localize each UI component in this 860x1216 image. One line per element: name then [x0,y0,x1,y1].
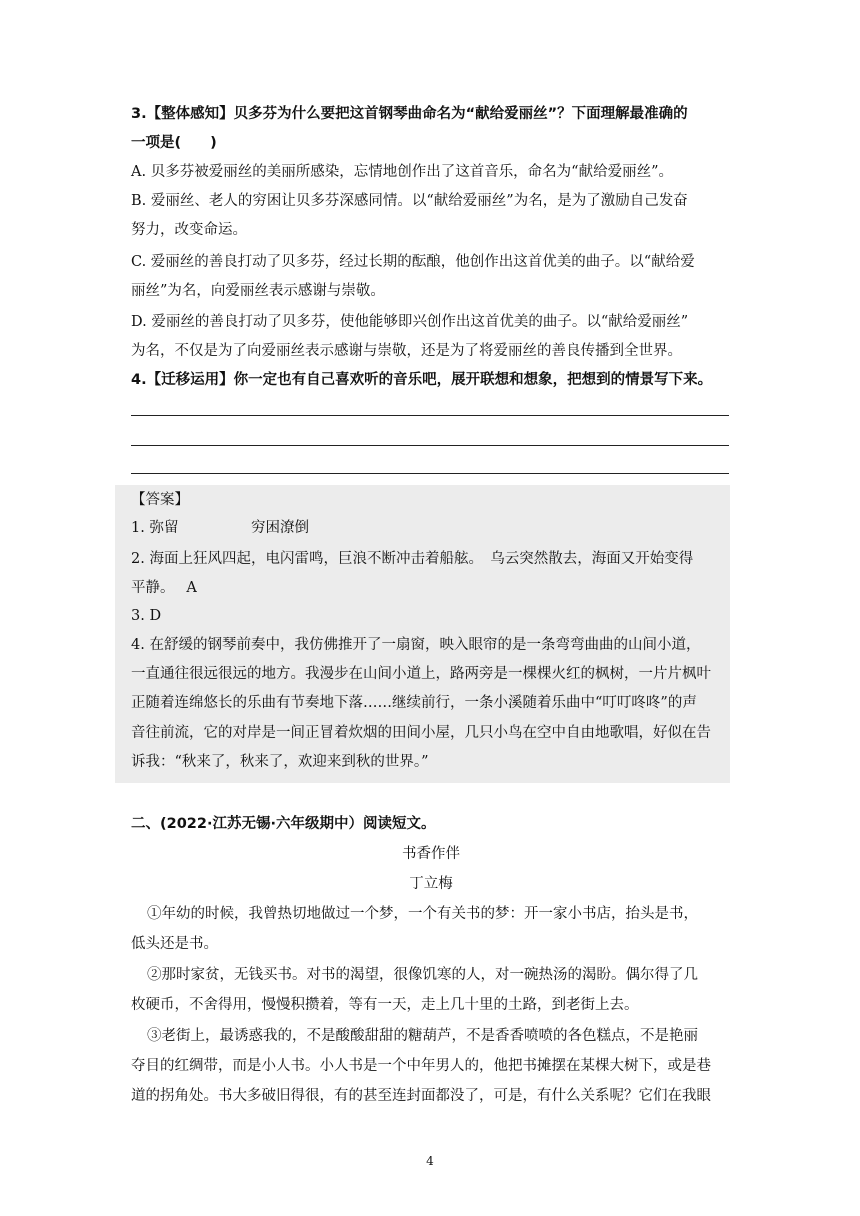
answer-4-cont: 音往前流，它的对岸是一间正冒着炊烟的田间小屋，几只小鸟在空中自由地歌唱，好似在告 [131,725,711,741]
answer-title: 【答案】 [131,492,189,508]
option-c: C. 爱丽丝的善良打动了贝多芬，经过长期的酝酿，他创作出这首优美的曲子。以“献给爱 [131,254,695,270]
answer-4-cont: 正随着连绵悠长的乐曲有节奏地下落……继续前行，一条小溪随着乐曲中“叮叮咚咚”的声 [131,695,697,711]
section-heading: 二、(2022·江苏无锡·六年级期中）阅读短文。 [131,816,436,832]
option-d: D. 爱丽丝的善良打动了贝多芬，使他能够即兴创作出这首优美的曲子。以“献给爱丽丝” [131,314,689,330]
article-author: 丁立梅 [409,876,453,892]
paragraph-1-cont: 低头还是书。 [131,936,218,952]
option-c-cont: 丽丝”为名，向爱丽丝表示感谢与崇敬。 [131,283,385,299]
question-3-stem-cont: 一项是( ) [131,135,217,151]
answer-blank-line[interactable] [131,473,729,474]
paragraph-1: ①年幼的时候，我曾热切地做过一个梦，一个有关书的梦：开一家小书店，抬头是书， [147,906,698,922]
paragraph-3-cont: 夺目的红绸带，而是小人书。小人书是一个中年男人的，他把书摊摆在某棵大树下，或是巷 [131,1058,711,1074]
option-b-cont: 努力，改变命运。 [131,222,247,238]
answer-4-cont: 一直通往很远很远的地方。我漫步在山间小道上，路两旁是一棵棵火红的枫树，一片片枫叶 [131,666,711,682]
answer-blank-line[interactable] [131,445,729,446]
option-d-cont: 为名，不仅是为了向爱丽丝表示感谢与崇敬，还是为了将爱丽丝的善良传播到全世界。 [131,343,682,359]
answer-1: 1. 弥留 穷困潦倒 [131,520,309,536]
page-number: 4 [426,1154,434,1168]
answer-2-cont: 平静。 A [131,580,197,596]
answer-2: 2. 海面上狂风四起，电闪雷鸣，巨浪不断冲击着船舷。 乌云突然散去，海面又开始变得 [131,551,694,567]
paragraph-3-cont: 道的拐角处。书大多破旧得很，有的甚至连封面都没了，可是，有什么关系呢？它们在我眼 [131,1088,711,1104]
answer-blank-line[interactable] [131,415,729,416]
question-3-stem: 3.【整体感知】贝多芬为什么要把这首钢琴曲命名为“献给爱丽丝”？下面理解最准确的 [131,106,688,122]
answer-3: 3. D [131,608,162,624]
answer-4: 4. 在舒缓的钢琴前奏中，我仿佛推开了一扇窗，映入眼帘的是一条弯弯曲曲的山间小道， [131,637,701,653]
answer-4-cont: 诉我：“秋来了，秋来了，欢迎来到秋的世界。” [131,754,429,770]
article-title: 书香作伴 [402,846,460,862]
option-a: A. 贝多芬被爱丽丝的美丽所感染，忘情地创作出了这首音乐，命名为“献给爱丽丝”。 [131,164,674,180]
option-b: B. 爱丽丝、老人的穷困让贝多芬深感同情。以“献给爱丽丝”为名，是为了激励自己发奋 [131,193,688,209]
paragraph-2-cont: 枚硬币，不舍得用，慢慢积攒着，等有一天，走上几十里的土路，到老街上去。 [131,997,639,1013]
question-4-stem: 4.【迁移运用】你一定也有自己喜欢听的音乐吧，展开联想和想象，把想到的情景写下来。 [131,372,713,388]
paragraph-3: ③老街上，最诱惑我的，不是酸酸甜甜的糖葫芦，不是香香喷喷的各色糕点，不是艳丽 [147,1028,698,1044]
paragraph-2: ②那时家贫，无钱买书。对书的渴望，很像饥寒的人，对一碗热汤的渴盼。偶尔得了几 [147,967,698,983]
